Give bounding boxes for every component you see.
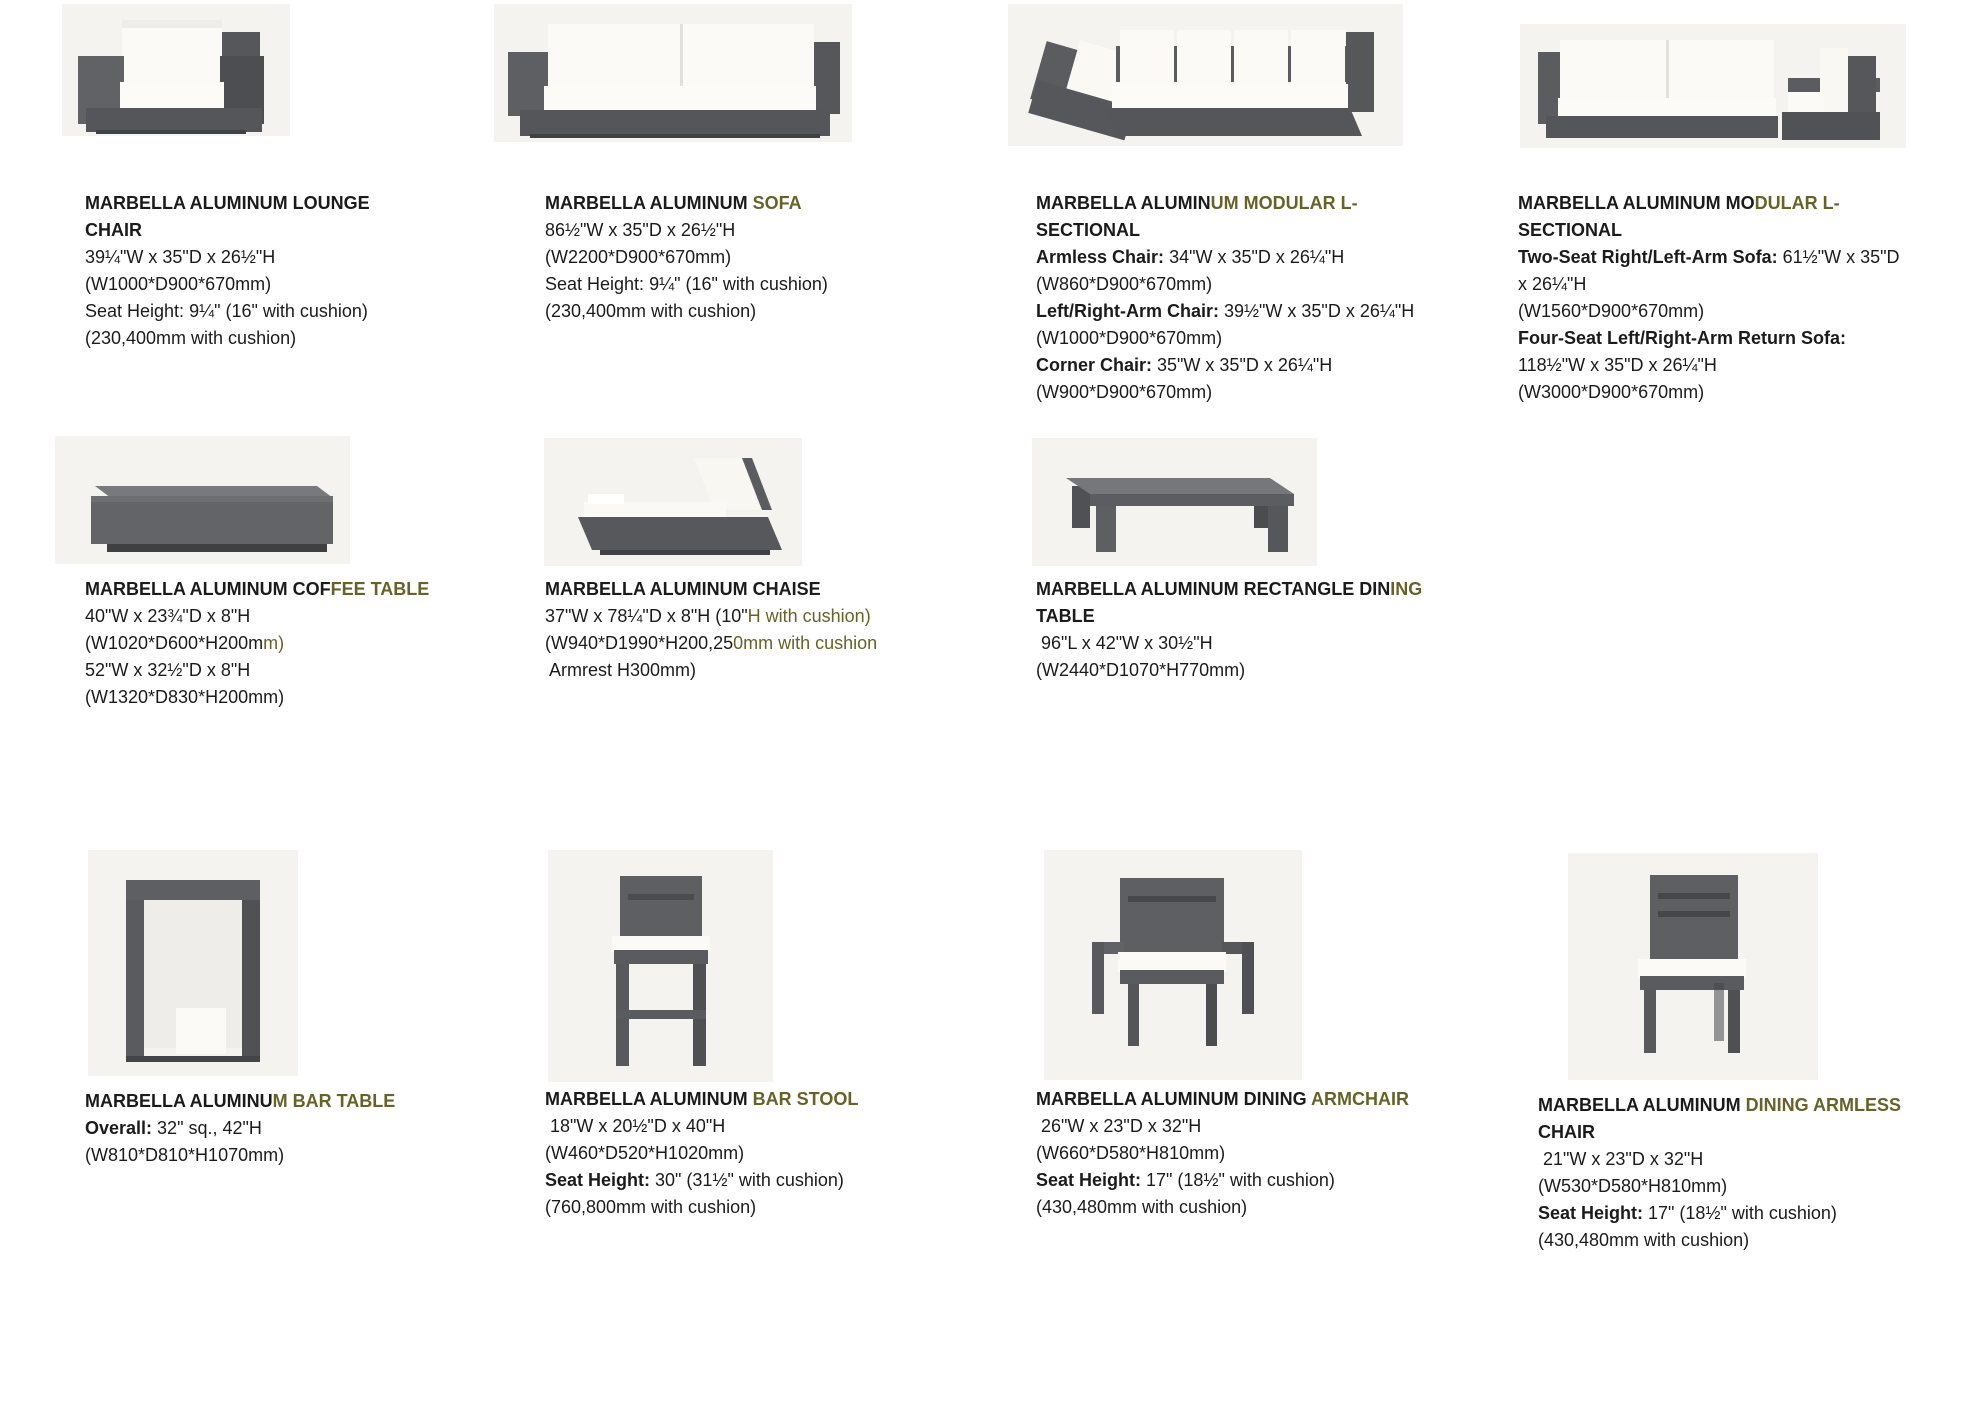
product-info-sofa — [545, 190, 828, 325]
chaise-illustration — [544, 438, 802, 566]
product-title-line: MARBELLA ALUMINUM BAR TABLE — [85, 1091, 396, 1111]
product-title-line: MARBELLA ALUMINUM COFFEE TABLE — [85, 579, 430, 599]
bar-table-illustration — [88, 850, 298, 1076]
product-info-coffee-table — [85, 576, 429, 711]
product-spec-line: 18"W x 20½"D x 40"H — [545, 1116, 726, 1136]
product-spec-line: 26"W x 23"D x 32"H — [1036, 1116, 1202, 1136]
product-spec-line: Corner Chair: 35"W x 35"D x 26¼"H — [1036, 355, 1333, 375]
coffee-table-image — [55, 436, 350, 564]
product-spec-line: Seat Height: 9¼" (16" with cushion) — [545, 274, 828, 294]
product-info-chaise — [545, 576, 877, 684]
product-spec-line: (W2440*D1070*H770mm) — [1036, 660, 1246, 680]
product-spec-line: (W530*D580*H810mm) — [1538, 1176, 1728, 1196]
product-spec-line: (W1000*D900*670mm) — [85, 274, 272, 294]
product-spec-line: (W660*D580*H810mm) — [1036, 1143, 1226, 1163]
product-title-line: MARBELLA ALUMINUM RECTANGLE DINING — [1036, 579, 1423, 599]
product-spec-line: (W2200*D900*670mm) — [545, 247, 732, 267]
product-spec-line: (W1000*D900*670mm) — [1036, 328, 1223, 348]
lounge-chair-image — [62, 4, 290, 136]
product-info-lounge-chair — [85, 190, 370, 352]
product-title-line: MARBELLA ALUMINUM DINING ARMCHAIR — [1036, 1089, 1409, 1109]
modular-l-sectional-illustration — [1008, 4, 1403, 146]
product-spec-line: (430,480mm with cushion) — [1538, 1230, 1750, 1250]
product-spec-line: Seat Height: 9¼" (16" with cushion) — [85, 301, 368, 321]
product-title-line: MARBELLA ALUMINUM CHAISE — [545, 579, 821, 599]
product-title-line: MARBELLA ALUMINUM MODULAR L- — [1518, 193, 1840, 213]
rectangle-dining-table-illustration — [1032, 438, 1317, 566]
product-info-dining-armchair — [1036, 1086, 1409, 1221]
bar-stool-illustration — [548, 850, 773, 1082]
product-title-line: MARBELLA ALUMINUM BAR STOOL — [545, 1089, 859, 1109]
product-spec-line: (W860*D900*670mm) — [1036, 274, 1213, 294]
product-title-line: SECTIONAL — [1518, 220, 1623, 240]
product-spec-line: 96"L x 42"W x 30½"H — [1036, 633, 1213, 653]
product-title-line: CHAIR — [1538, 1122, 1595, 1142]
product-spec-line: (W810*D810*H1070mm) — [85, 1145, 285, 1165]
product-spec-line: x 26¼"H — [1518, 274, 1587, 294]
bar-table-image — [88, 850, 298, 1076]
product-spec-line: Seat Height: 17" (18½" with cushion) — [1538, 1203, 1837, 1223]
product-spec-line: (230,400mm with cushion) — [85, 328, 297, 348]
modular-l-sectional-2-illustration — [1520, 24, 1906, 148]
modular-l-sectional-2-image — [1520, 24, 1906, 148]
product-title-line: CHAIR — [85, 220, 142, 240]
product-spec-line: 86½"W x 35"D x 26½"H — [545, 220, 736, 240]
product-spec-line: (W900*D900*670mm) — [1036, 382, 1213, 402]
product-spec-line: (W1320*D830*H200mm) — [85, 687, 285, 707]
product-info-bar-stool — [545, 1086, 858, 1221]
product-title-line: SECTIONAL — [1036, 220, 1141, 240]
product-spec-line: Four-Seat Left/Right-Arm Return Sofa: — [1518, 328, 1846, 348]
dining-armless-chair-image — [1568, 853, 1818, 1080]
product-spec-line: (W460*D520*H1020mm) — [545, 1143, 745, 1163]
product-spec-line: (W940*D1990*H200,250mm with cushion — [545, 633, 878, 653]
product-spec-line: (W3000*D900*670mm) — [1518, 382, 1705, 402]
rectangle-dining-table-image — [1032, 438, 1317, 566]
product-spec-line: Two-Seat Right/Left-Arm Sofa: 61½"W x 35"D — [1518, 247, 1900, 267]
product-spec-line: Armless Chair: 34"W x 35"D x 26¼"H — [1036, 247, 1345, 267]
dining-armchair-illustration — [1044, 850, 1302, 1080]
product-spec-line: Seat Height: 30" (31½" with cushion) — [545, 1170, 844, 1190]
dining-armchair-image — [1044, 850, 1302, 1080]
product-spec-line: (760,800mm with cushion) — [545, 1197, 757, 1217]
product-spec-line: Overall: 32" sq., 42"H — [85, 1118, 262, 1138]
coffee-table-illustration — [55, 436, 350, 564]
product-spec-line: (230,400mm with cushion) — [545, 301, 757, 321]
product-spec-line: 52"W x 32½"D x 8"H — [85, 660, 251, 680]
product-info-modular-l-sectional-2 — [1518, 190, 1899, 406]
product-spec-line: 21"W x 23"D x 32"H — [1538, 1149, 1704, 1169]
sofa-illustration — [494, 4, 852, 142]
sofa-image — [494, 4, 852, 142]
product-spec-line: (W1560*D900*670mm) — [1518, 301, 1705, 321]
lounge-chair-illustration — [62, 4, 290, 136]
product-info-bar-table — [85, 1088, 395, 1169]
product-info-rectangle-dining-table — [1036, 576, 1422, 684]
modular-l-sectional-image — [1008, 4, 1403, 146]
product-spec-line: (430,480mm with cushion) — [1036, 1197, 1248, 1217]
product-spec-line: (W1020*D600*H200mm) — [85, 633, 285, 653]
product-spec-line: 39¼"W x 35"D x 26½"H — [85, 247, 276, 267]
product-spec-line: Armrest H300mm) — [545, 660, 697, 680]
bar-stool-image — [548, 850, 773, 1082]
chaise-image — [544, 438, 802, 566]
product-title-line: MARBELLA ALUMINUM SOFA — [545, 193, 802, 213]
product-title-line: MARBELLA ALUMINUM MODULAR L- — [1036, 193, 1358, 213]
product-title-line: MARBELLA ALUMINUM LOUNGE — [85, 193, 370, 213]
product-spec-line: Left/Right-Arm Chair: 39½"W x 35"D x 26¼"H — [1036, 301, 1415, 321]
product-spec-line: 118½"W x 35"D x 26¼"H — [1518, 355, 1717, 375]
product-info-dining-armless-chair — [1538, 1092, 1901, 1254]
product-spec-line: Seat Height: 17" (18½" with cushion) — [1036, 1170, 1335, 1190]
product-spec-line: 37"W x 78¼"D x 8"H (10"H with cushion) — [545, 606, 871, 626]
product-spec-line: 40"W x 23¾"D x 8"H — [85, 606, 251, 626]
product-title-line: MARBELLA ALUMINUM DINING ARMLESS — [1538, 1095, 1901, 1115]
product-info-modular-l-sectional — [1036, 190, 1414, 406]
dining-armless-chair-illustration — [1568, 853, 1818, 1080]
product-title-line: TABLE — [1036, 606, 1095, 626]
